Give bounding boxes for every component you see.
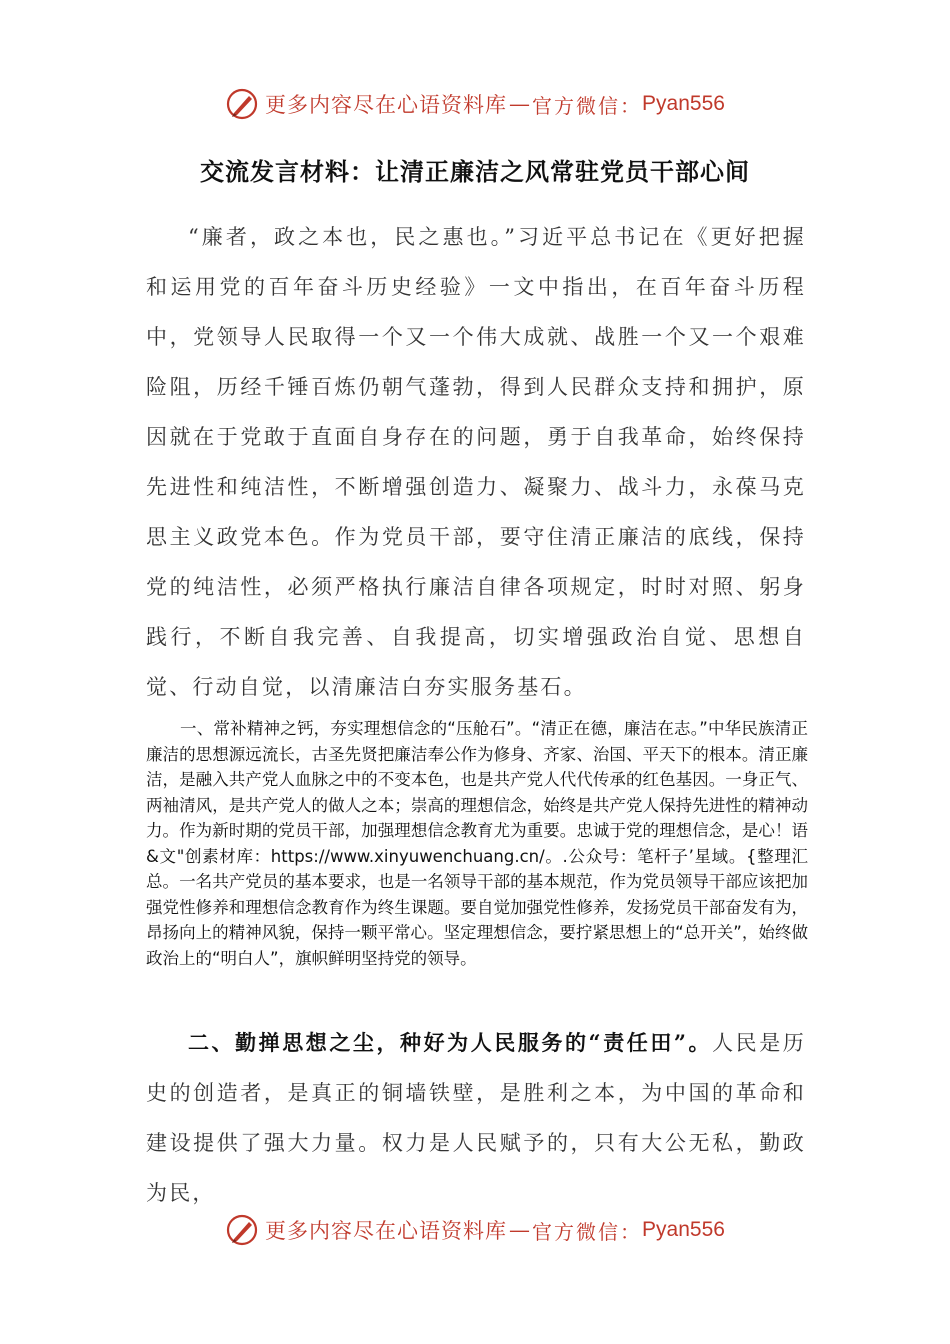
pen-logo-icon (225, 87, 259, 121)
banner-official-label: 官方微信： (532, 1219, 643, 1244)
footer-banner (0, 1210, 950, 1250)
paragraph-section-two (146, 1018, 806, 1218)
pen-logo-icon (225, 1213, 259, 1247)
section-two-heading: 二、勤掸思想之尘，种好为人民服务的“责任田”。 (188, 1030, 713, 1055)
banner-brand: 更多内容尽在心语资料库 (265, 93, 508, 117)
paragraph-section-one: 一、常补精神之钙，夯实理想信念的“压舱石”。“清正在德，廉洁在志。”中华民族清正廉洁的思想源远流长，古圣先贤把廉洁奉公作为修身、齐家、治国、平天下的根本。清正廉洁，是融入共产党人血脉之中的不变本色，也是共产党人代代传承的红色基因。一身正气、两袖清风，是共产党人的做人之本；崇高的理想信念，始终是共产党人保持先进性的精神动力。作为新时期的党员干部，加强理想信念教育尤为重要。忠诚于党的理想信念，是心！语&文"创素材库：https://www.xinyuwenchuang.cn/。.公众号：笔杆子’星域。{整理汇总。一名共产党员的基本要求，也是一名领导干部的基本规范，作为党员领导干部应该把加强党性修养和理想信念教育作为终生课题。要自觉加强党性修养，发扬党员干部奋发有为，昂扬向上的精神风貌，保持一颗平常心。坚定理想信念，要拧紧思想上的“总开关”，始终做政治上的“明白人”，旗帜鲜明坚持党的领导。 (146, 719, 808, 968)
header-banner (0, 84, 950, 124)
banner-separator: — (509, 1218, 531, 1242)
document-title: 交流发言材料：让清正廉洁之风常驻党员干部心间 (200, 157, 750, 186)
banner-wechat-id: Pyan556 (642, 92, 725, 115)
section-two-body: 人民是历史的创造者，是真正的铜墙铁壁，是胜利之本，为中国的革命和建设提供了强大力量。权力是人民赋予的，只有大公无私，勤政为民， (146, 1031, 806, 1205)
banner-brand: 更多内容尽在心语资料库 (265, 1219, 508, 1243)
banner-separator: — (509, 92, 531, 116)
paragraph-intro: “廉者，政之本也，民之惠也。”习近平总书记在《更好把握和运用党的百年奋斗历史经验》一文中指出，在百年奋斗历程中，党领导人民取得一个又一个伟大成就、战胜一个又一个艰难险阻，历经千锤百炼仍朝气蓬勃，得到人民群众支持和拥护，原因就在于党敢于直面自身存在的问题，勇于自我革命，始终保持先进性和纯洁性，不断增强创造力、凝聚力、战斗力，永葆马克思主义政党本色。作为党员干部，要守住清正廉洁的底线，保持党的纯洁性，必须严格执行廉洁自律各项规定，时时对照、躬身践行，不断自我完善、自我提高，切实增强政治自觉、思想自觉、行动自觉，以清廉洁白夯实服务基石。 (146, 225, 806, 699)
banner-official-label: 官方微信： (532, 93, 643, 118)
banner-wechat-id: Pyan556 (642, 1218, 725, 1241)
